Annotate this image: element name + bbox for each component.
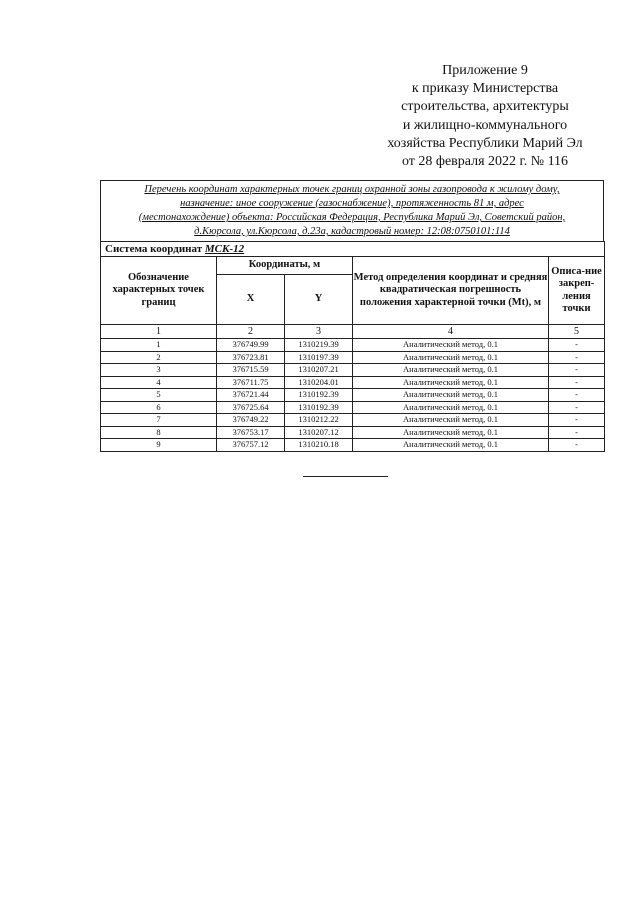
table-row	[101, 414, 605, 427]
table-row	[101, 364, 605, 377]
appendix-line: к приказу Министерства	[411, 81, 559, 97]
column-number: 5	[549, 325, 605, 339]
header-description: Описа-ние закреп-ления точки	[549, 257, 605, 325]
point-number: 6	[101, 401, 217, 414]
x-coordinate: 376715.59	[217, 364, 285, 377]
appendix-line: строительства, архитектуры	[401, 99, 569, 115]
description-cell: -	[549, 339, 605, 352]
description-line: д.Кюрсола, ул.Кюрсола, д.23а, кадастровый номер: 12:08:0750101:114	[194, 226, 510, 237]
x-coordinate: 376723.81	[217, 351, 285, 364]
column-number: 2	[217, 325, 285, 339]
description-line: (местонахождение) объекта: Российская Федерация, Республика Марий Эл, Советский район,	[138, 212, 566, 223]
appendix-line: Приложение 9	[442, 63, 528, 78]
description-cell: -	[549, 376, 605, 389]
header-method: Метод определения координат и средняя квадратическая погрешность положения характерной точки (Mt), м	[353, 257, 549, 325]
x-coordinate: 376711.75	[217, 376, 285, 389]
description-cell: -	[549, 426, 605, 439]
y-coordinate: 1310219.39	[285, 339, 353, 352]
x-coordinate: 376749.99	[217, 339, 285, 352]
appendix-line: хозяйства Республики Марий Эл	[387, 135, 583, 151]
coordinates-document	[100, 180, 604, 452]
description-cell: -	[549, 414, 605, 427]
y-coordinate: 1310204.01	[285, 376, 353, 389]
table-row	[101, 389, 605, 402]
method-cell: Аналитический метод, 0.1	[353, 439, 549, 452]
x-coordinate: 376757.12	[217, 439, 285, 452]
table-row	[101, 426, 605, 439]
y-coordinate: 1310210.18	[285, 439, 353, 452]
y-coordinate: 1310207.21	[285, 364, 353, 377]
point-number: 5	[101, 389, 217, 402]
description-cell: -	[549, 351, 605, 364]
coordinate-system-code: МСК-12	[204, 243, 245, 255]
y-coordinate: 1310192.39	[285, 389, 353, 402]
description-cell: -	[549, 389, 605, 402]
method-cell: Аналитический метод, 0.1	[353, 339, 549, 352]
method-cell: Аналитический метод, 0.1	[353, 389, 549, 402]
method-cell: Аналитический метод, 0.1	[353, 414, 549, 427]
column-number: 4	[353, 325, 549, 339]
x-coordinate: 376753.17	[217, 426, 285, 439]
coordinate-system	[101, 242, 605, 257]
description-cell: -	[549, 364, 605, 377]
y-coordinate: 1310192.39	[285, 401, 353, 414]
column-number: 3	[285, 325, 353, 339]
description-cell: -	[549, 401, 605, 414]
point-number: 1	[101, 339, 217, 352]
point-number: 4	[101, 376, 217, 389]
description-line: Перечень координат характерных точек границ охранной зоны газопровода к жилому дому,	[144, 184, 560, 195]
point-number: 7	[101, 414, 217, 427]
header-designation: Обозначение характерных точек границ	[101, 257, 217, 325]
coordinates-table	[100, 241, 605, 452]
y-coordinate: 1310207.12	[285, 426, 353, 439]
y-coordinate: 1310212.22	[285, 414, 353, 427]
description-line: назначение: иное сооружение (газоснабжение), протяженность 81 м, адрес	[180, 198, 524, 209]
method-cell: Аналитический метод, 0.1	[353, 364, 549, 377]
x-coordinate: 376749.22	[217, 414, 285, 427]
table-row	[101, 376, 605, 389]
y-coordinate: 1310197.39	[285, 351, 353, 364]
header-coordinates: Координаты, м	[217, 257, 353, 275]
point-number: 2	[101, 351, 217, 364]
x-coordinate: 376725.64	[217, 401, 285, 414]
object-description	[100, 180, 604, 241]
point-number: 3	[101, 364, 217, 377]
coordinate-system-label: Система координат	[105, 243, 203, 255]
point-number: 8	[101, 426, 217, 439]
method-cell: Аналитический метод, 0.1	[353, 401, 549, 414]
header-x: X	[217, 275, 285, 325]
column-number: 1	[101, 325, 217, 339]
table-row	[101, 339, 605, 352]
table-row	[101, 401, 605, 414]
appendix-line: от 28 февраля 2022 г. № 116	[401, 154, 569, 170]
table-row	[101, 351, 605, 364]
table-row	[101, 439, 605, 452]
appendix-header	[360, 62, 610, 171]
description-cell: -	[549, 439, 605, 452]
separator-line	[303, 476, 388, 477]
method-cell: Аналитический метод, 0.1	[353, 426, 549, 439]
method-cell: Аналитический метод, 0.1	[353, 376, 549, 389]
method-cell: Аналитический метод, 0.1	[353, 351, 549, 364]
header-y: Y	[285, 275, 353, 325]
appendix-line: и жилищно-коммунального	[402, 117, 568, 133]
point-number: 9	[101, 439, 217, 452]
x-coordinate: 376721.44	[217, 389, 285, 402]
